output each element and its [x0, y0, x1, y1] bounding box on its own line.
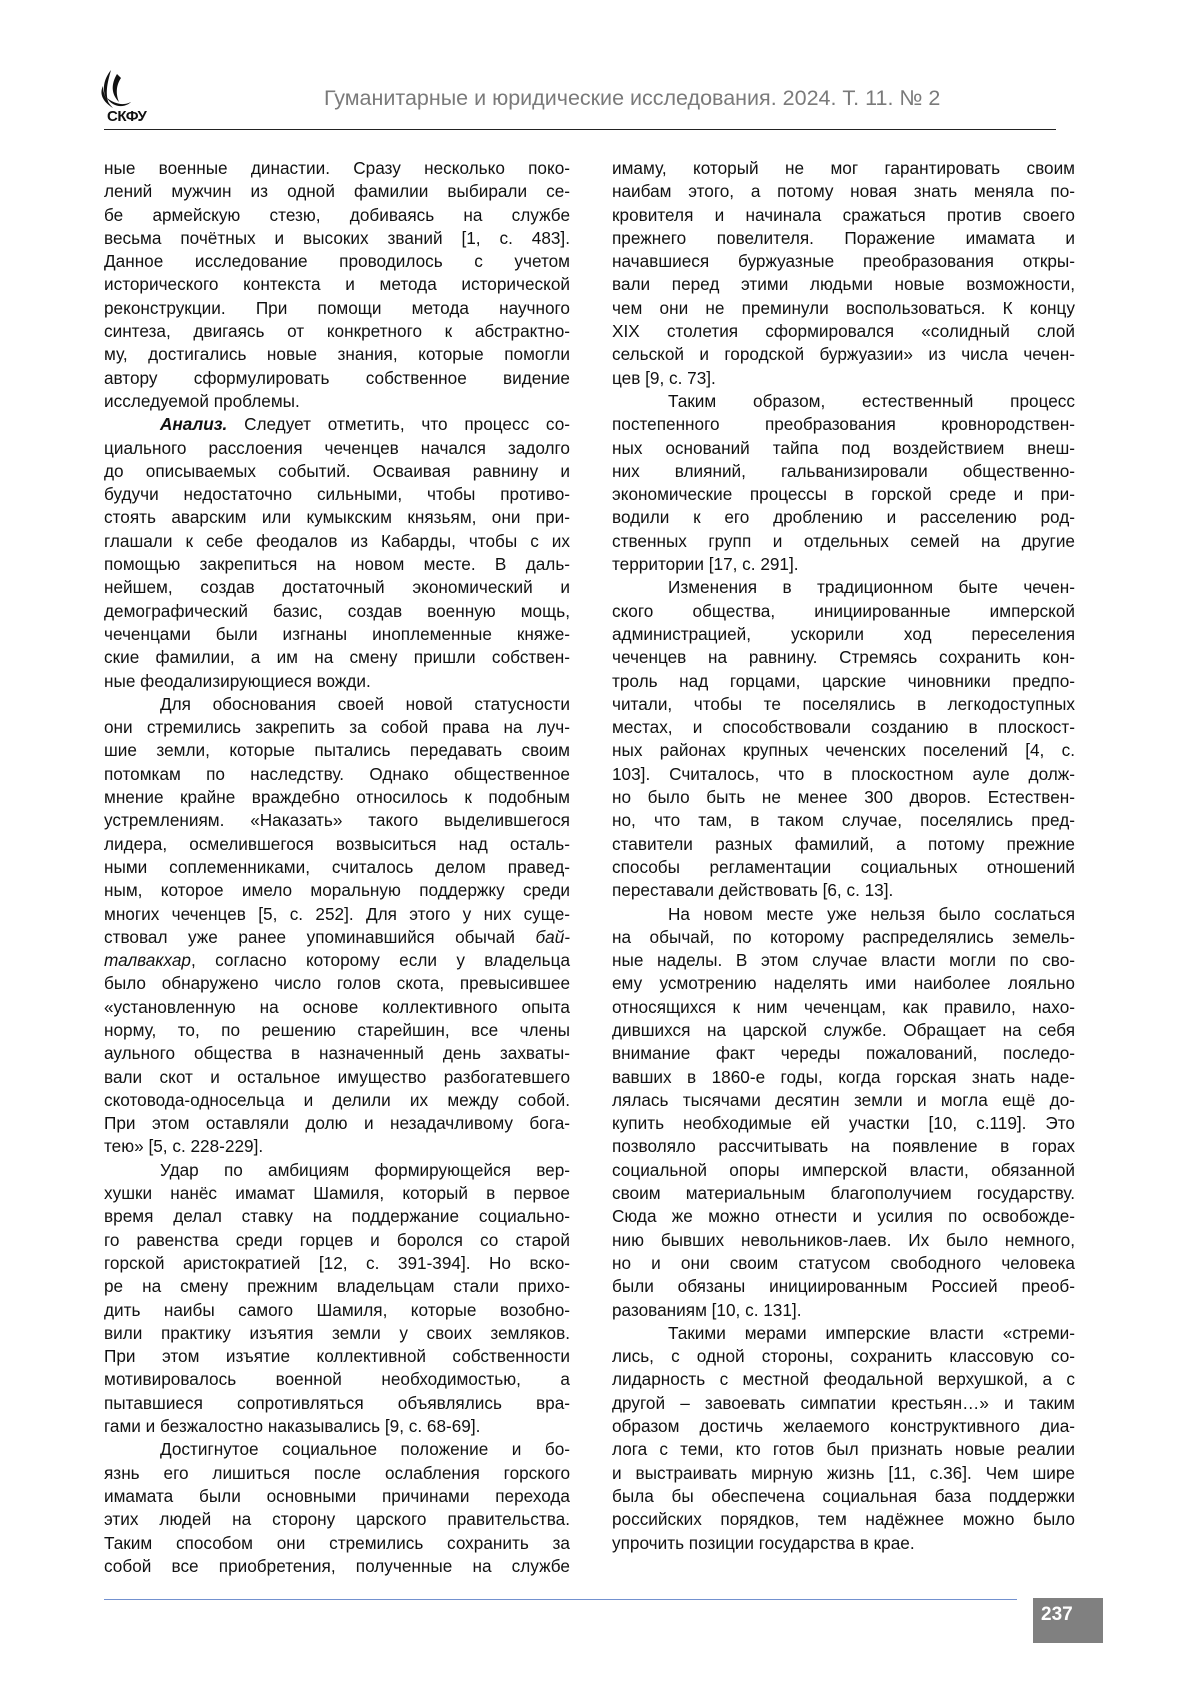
text-line: Такими мерами имперские власти «стреми-	[612, 1322, 1075, 1345]
text-line: лялась тысячами десятин земли и могла ещё до-	[612, 1089, 1075, 1112]
text-line: купить необходимые ей участки [10, с.119]. Это	[612, 1112, 1075, 1135]
text-line: наибам этого, а потому новая знать меняла по-	[612, 180, 1075, 203]
text-line: норму, то, по решению старейшин, все члены	[104, 1019, 570, 1042]
text-line: го равенства среди горцев и боролся со старой	[104, 1229, 570, 1252]
text-line: время делал ставку на поддержание социально-	[104, 1205, 570, 1228]
text-line: исторического контекста и метода исторической	[104, 273, 570, 296]
text-line: вавших в 1860-е годы, когда горская знать наде-	[612, 1066, 1075, 1089]
text-line: нейшем, создав достаточный экономический и	[104, 576, 570, 599]
text-line: было обнаружено число голов скота, превысившее	[104, 972, 570, 995]
text-line: была бы обеспечена социальная база поддержки	[612, 1485, 1075, 1508]
paragraph	[104, 413, 570, 693]
text-line: пытавшиеся сопротивляться объявлялись вра-	[104, 1392, 570, 1415]
text-line: ственных групп и отдельных семей на другие	[612, 530, 1075, 553]
text-line: ре на смену прежним владельцам стали прихо-	[104, 1275, 570, 1298]
text-line: вали скот и остальное имущество разбогатевшего	[104, 1066, 570, 1089]
text-line: Таким способом они стремились сохранить за	[104, 1532, 570, 1555]
paragraph	[104, 157, 570, 413]
paragraph	[612, 1322, 1075, 1555]
text-line: потомкам по наследству. Однако общественное	[104, 763, 570, 786]
emphasized-text: талвакхар	[104, 950, 191, 970]
text-line: вали перед этими людьми новые возможности,	[612, 273, 1075, 296]
text-line: но и они своим статусом свободного человека	[612, 1252, 1075, 1275]
text-line: местах, и способствовали созданию в плоскост-	[612, 716, 1075, 739]
text-line: лись, с одной стороны, сохранить классовую со-	[612, 1345, 1075, 1368]
text-line: способы регламентации социальных отношений	[612, 856, 1075, 879]
text-line: скотовода-односельца и делили их между собой.	[104, 1089, 570, 1112]
text-line: исследуемой проблемы.	[104, 390, 570, 413]
page-number: 237	[1033, 1598, 1103, 1643]
text-line: и выстраивать мирную жизнь [11, с.36]. Чем шире	[612, 1462, 1075, 1485]
logo-text: СКФУ	[107, 108, 146, 125]
paragraph	[612, 157, 1075, 390]
text-line: ным, которое имело моральную поддержку среди	[104, 879, 570, 902]
text-line: Достигнутое социальное положение и бо-	[104, 1438, 570, 1461]
text-line: упрочить позиции государства в крае.	[612, 1532, 1075, 1555]
text-line: аульного общества в назначенный день захваты-	[104, 1042, 570, 1065]
text-line: демографический базис, создав военную мощь,	[104, 600, 570, 623]
paragraph	[104, 693, 570, 1159]
text-line: но было быть не менее 300 дворов. Естествен-	[612, 786, 1075, 809]
text-line: Данное исследование проводилось с учетом	[104, 250, 570, 273]
text-line: ных районах крупных чеченских поселений [4, с.	[612, 739, 1075, 762]
university-logo	[97, 68, 177, 130]
text-line: тею» [5, с. 228-229].	[104, 1135, 570, 1158]
text-line: начавшиеся буржуазные преобразования откры-	[612, 250, 1075, 273]
text-line: ные феодализирующиеся вожди.	[104, 670, 570, 693]
text-column-right	[612, 157, 1075, 1555]
text-segment: , согласно которому если у владельца	[191, 950, 570, 970]
text-line: переставали действовать [6, с. 13].	[612, 879, 1075, 902]
paragraph	[612, 576, 1075, 902]
text-line: 103]. Считалось, что в плоскостном ауле долж-	[612, 763, 1075, 786]
text-line: сельской и городской буржуазии» из числа чечен-	[612, 343, 1075, 366]
text-line: устремлениям. «Наказать» такого выделившегося	[104, 809, 570, 832]
text-line: ского общества, инициированные имперской	[612, 600, 1075, 623]
text-line: При этом изъятие коллективной собственности	[104, 1345, 570, 1368]
text-line: многих чеченцев [5, с. 252]. Для этого у них суще-	[104, 903, 570, 926]
text-line: хушки нанёс имамат Шамиля, который в первое	[104, 1182, 570, 1205]
text-line: реконструкции. При помощи метода научного	[104, 297, 570, 320]
text-line: троль над горцами, царские чиновники предпо-	[612, 670, 1075, 693]
text-line: кровителя и начинала сражаться против своего	[612, 204, 1075, 227]
text-line: мотивировалось военной необходимостью, а	[104, 1368, 570, 1391]
text-line: другой – завоевать симпатии крестьян…» и таким	[612, 1392, 1075, 1415]
text-line: ставители разных фамилий, а потому прежние	[612, 833, 1075, 856]
text-line: этих людей на сторону царского правительства.	[104, 1508, 570, 1531]
text-line: гами и безжалостно наказывались [9, с. 68-69].	[104, 1415, 570, 1438]
text-line: они стремились закрепить за собой права на луч-	[104, 716, 570, 739]
text-line: горской аристократией [12, с. 391-394]. Но вско-	[104, 1252, 570, 1275]
text-line: весьма почётных и высоких званий [1, с. 483].	[104, 227, 570, 250]
text-line: ские фамилии, а им на смену пришли собствен-	[104, 646, 570, 669]
text-line: вили практику изъятия земли у своих земляков.	[104, 1322, 570, 1345]
text-line: но, что там, в таком случае, поселялись пред-	[612, 809, 1075, 832]
text-line: помощью закрепиться на новом месте. В даль-	[104, 553, 570, 576]
text-line: образом достичь желаемого конструктивного диа-	[612, 1415, 1075, 1438]
text-line: до описываемых событий. Осваивая равнину и	[104, 460, 570, 483]
text-line: своим материальным благополучием государству.	[612, 1182, 1075, 1205]
text-line: синтеза, двигаясь от конкретного к абстрактно-	[104, 320, 570, 343]
text-line: стоять аварским или кумыкским князьям, они при-	[104, 506, 570, 529]
text-line: имаму, который не мог гарантировать своим	[612, 157, 1075, 180]
text-line	[104, 926, 570, 949]
text-line: Таким образом, естественный процесс	[612, 390, 1075, 413]
text-line: постепенного преобразования кровнородствен-	[612, 413, 1075, 436]
text-segment: ствовал уже ранее упоминавшийся обычай	[104, 927, 535, 947]
text-line: автору сформулировать собственное видение	[104, 367, 570, 390]
text-line: внимание факт череды пожалований, последо-	[612, 1042, 1075, 1065]
text-line: лидарность с местной феодальной верхушкой, а с	[612, 1368, 1075, 1391]
text-line: цев [9, с. 73].	[612, 367, 1075, 390]
text-line: При этом оставляли долю и незадачливому бога-	[104, 1112, 570, 1135]
text-line: Сюда же можно отнести и усилия по освобожде-	[612, 1205, 1075, 1228]
text-line: имамата были основными причинами перехода	[104, 1485, 570, 1508]
text-line: них влияний, гальванизировали общественно-	[612, 460, 1075, 483]
text-line: чем они не преминули воспользоваться. К концу	[612, 297, 1075, 320]
text-line: Изменения в традиционном быте чечен-	[612, 576, 1075, 599]
text-line: XIX столетия сформировался «солидный слой	[612, 320, 1075, 343]
text-line: Удар по амбициям формирующейся вер-	[104, 1159, 570, 1182]
paragraph	[612, 903, 1075, 1322]
text-line: «установленную на основе коллективного опыта	[104, 996, 570, 1019]
text-line: относящихся к ним чеченцам, как правило, нахо-	[612, 996, 1075, 1019]
text-line: позволяло рассчитывать на появление в горах	[612, 1135, 1075, 1158]
text-line: собой все приобретения, полученные на службе	[104, 1555, 570, 1578]
text-line: му, достигались новые знания, которые помогли	[104, 343, 570, 366]
text-line: нию бывших невольников-лаев. Их было немного,	[612, 1229, 1075, 1252]
text-line: бе армейскую стезю, добиваясь на службе	[104, 204, 570, 227]
text-line: циального расслоения чеченцев начался задолго	[104, 437, 570, 460]
text-line: социальной опоры имперской власти, обязанной	[612, 1159, 1075, 1182]
text-line: чеченцами были изгнаны иноплеменные княже-	[104, 623, 570, 646]
text-line: лога с теми, кто готов был признать новые реалии	[612, 1438, 1075, 1461]
text-line: ными соплеменниками, считалось делом правед-	[104, 856, 570, 879]
text-line: будучи недостаточно сильными, чтобы противо-	[104, 483, 570, 506]
text-line: разованиям [10, с. 131].	[612, 1299, 1075, 1322]
emphasized-text: Анализ.	[160, 414, 227, 434]
text-line: были обязаны инициированным Россией преоб-	[612, 1275, 1075, 1298]
emphasized-text: бай-	[535, 927, 570, 947]
text-line: на обычай, по которому распределялись земель-	[612, 926, 1075, 949]
text-line	[104, 413, 570, 436]
paragraph	[104, 1159, 570, 1439]
footer-divider	[104, 1599, 1017, 1600]
text-line: администрацией, ускорили ход переселения	[612, 623, 1075, 646]
text-line: российских порядков, тем надёжнее можно было	[612, 1508, 1075, 1531]
text-line: язнь его лишиться после ослабления горского	[104, 1462, 570, 1485]
text-column-left	[104, 157, 570, 1578]
text-line: читали, чтобы те поселялись в легкодоступных	[612, 693, 1075, 716]
text-line: дившихся на царской службе. Обращает на себя	[612, 1019, 1075, 1042]
text-line: территории [17, с. 291].	[612, 553, 1075, 576]
text-line: глашали к себе феодалов из Кабарды, чтобы с их	[104, 530, 570, 553]
text-line: ему усмотрению наделять ими наиболее лояльно	[612, 972, 1075, 995]
text-line: ные наделы. В этом случае власти могли по сво-	[612, 949, 1075, 972]
text-line: ных оснований тайпа под воздействием внеш-	[612, 437, 1075, 460]
paragraph	[612, 390, 1075, 576]
text-line	[104, 949, 570, 972]
text-line: водили к его дроблению и расселению род-	[612, 506, 1075, 529]
text-line: ные военные династии. Сразу несколько поко-	[104, 157, 570, 180]
text-line: На новом месте уже нельзя было сослаться	[612, 903, 1075, 926]
text-line: прежнего повелителя. Поражение имамата и	[612, 227, 1075, 250]
journal-title: Гуманитарные и юридические исследования. 2024. Т. 11. № 2	[324, 86, 940, 111]
text-line: лений мужчин из одной фамилии выбирали се-	[104, 180, 570, 203]
paragraph	[104, 1438, 570, 1578]
text-line: шие земли, которые пытались передавать своим	[104, 739, 570, 762]
text-line: чеченцев на равнину. Стремясь сохранить кон-	[612, 646, 1075, 669]
text-segment: Следует отметить, что процесс со-	[227, 414, 570, 434]
text-line: экономические процессы в горской среде и при-	[612, 483, 1075, 506]
text-line: Для обоснования своей новой статусности	[104, 693, 570, 716]
header-divider	[104, 129, 1056, 130]
text-line: лидера, осмелившегося возвыситься над осталь-	[104, 833, 570, 856]
text-line: мнение крайне враждебно относилось к подобным	[104, 786, 570, 809]
text-line: дить наибы самого Шамиля, которые возобно-	[104, 1299, 570, 1322]
